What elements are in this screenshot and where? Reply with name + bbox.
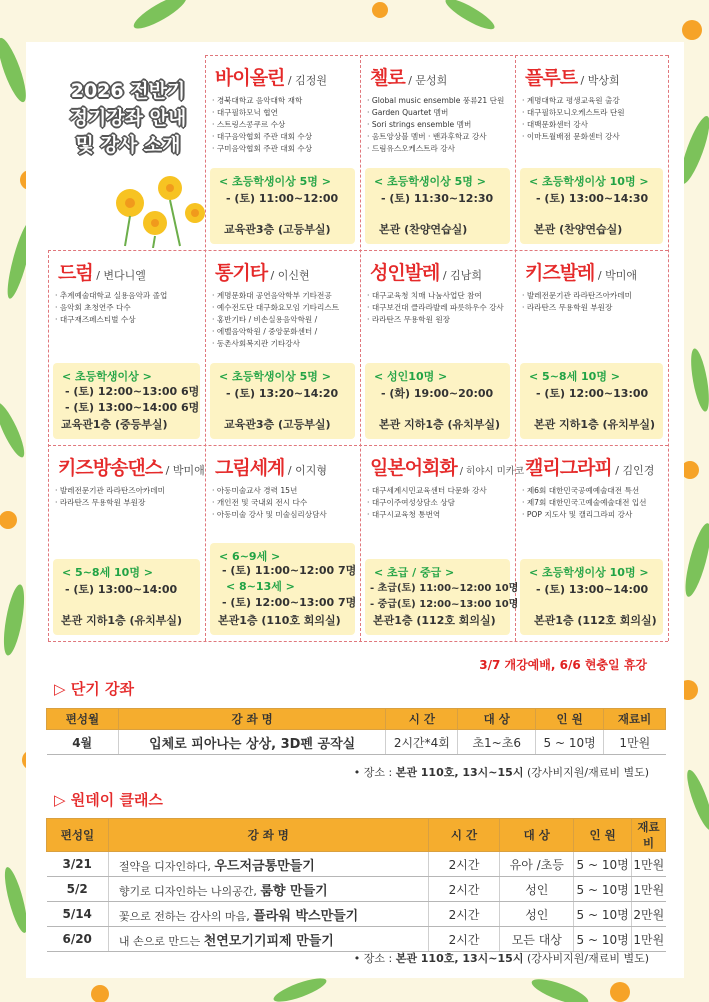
career-item: · 추계예술대학교 실용음악과 졸업 <box>55 290 199 302</box>
career-item: · 이마트월배점 문화센터 강사 <box>522 131 662 143</box>
place-rest: (강사비지원/재료비 별도) <box>523 952 649 965</box>
course-title-cell <box>108 902 428 927</box>
count-cell: 5 ~ 10명 <box>536 730 604 755</box>
career-item: · 예수전도단 대구화요모임 기타리스트 <box>212 302 354 314</box>
month-cell: 4월 <box>47 730 119 755</box>
course-name: 캘리그라피 <box>525 457 612 479</box>
schedule-box <box>365 168 510 244</box>
career-list <box>367 290 509 326</box>
career-item: · 음악회 초청연주 다수 <box>55 302 199 314</box>
career-item: · 대구세계시민교육센터 다문화 강사 <box>367 485 509 497</box>
teacher-name: 김인경 <box>622 464 655 477</box>
career-item: · 홍반기타 / 비손실용음악학원 / <box>212 314 354 326</box>
col-header: 편성일 <box>47 819 109 852</box>
place-bold: 본관 110호, 13시~15시 <box>395 766 524 779</box>
teacher-name: 변다니엘 <box>103 269 146 282</box>
career-item: · 대구재즈페스티벌 수상 <box>55 314 199 326</box>
schedule-box <box>520 168 663 244</box>
place-info <box>354 950 649 966</box>
table-row <box>47 852 666 877</box>
room-label: 본관1층 (110호 회의실) <box>218 614 341 627</box>
place-bold: 본관 110호, 13시~15시 <box>395 952 524 965</box>
count-cell: 5 ~ 10명 <box>574 852 632 877</box>
date-cell: 6/20 <box>47 927 109 952</box>
course-name: 성인발레 <box>370 262 440 284</box>
room-label: 본관 지하1층 (유치부실) <box>534 418 656 431</box>
target-label: < 초급 / 중급 > <box>374 566 455 579</box>
career-list <box>55 290 199 326</box>
career-item: · 대구시교육청 통번역 <box>367 509 509 521</box>
schedule-box <box>210 543 355 635</box>
career-item: · 라라탄즈 무용학원 원장 <box>367 314 509 326</box>
col-header: 편성월 <box>47 709 119 730</box>
target-label: < 초등학생이상 5명 > <box>219 370 331 383</box>
career-item: · Global music ensemble 풍류21 단원 <box>367 95 509 107</box>
career-item: · 동촌사회복지관 기타강사 <box>212 338 354 350</box>
table-header-row <box>47 709 666 730</box>
fee-cell: 1만원 <box>632 927 666 952</box>
course-desc: 꽃으로 전하는 감사의 마음, <box>118 909 254 923</box>
teacher-name: 김남희 <box>450 269 483 282</box>
target-cell: 성인 <box>500 877 574 902</box>
target-label: < 6~9세 > <box>219 550 281 563</box>
course-card-flute: 플루트 / 박상희 · 계명대학교 평생교육원 출강 · 대구필하모니오케스트라 단원 · 대백문화센터 강사 · 이마트월배점 문화센터 강사 < 초등학생이상 10명 > - (토) 13:00~14:30 본관 (찬양연습실) <box>515 55 668 250</box>
career-list <box>522 95 662 143</box>
room-label: 본관 (찬양연습실) <box>379 223 468 236</box>
career-item: · 발레전문기관 라라탄즈아카데미 <box>522 290 662 302</box>
career-list <box>522 290 662 314</box>
career-item: · 아동미술교사 경력 15년 <box>212 485 354 497</box>
time-slot: - 초급(토) 11:00~12:00 10명 <box>370 583 519 594</box>
career-item: · 계명대학교 평생교육원 출강 <box>522 95 662 107</box>
course-name: 첼로 <box>370 67 405 89</box>
course-name: 일본어회화 <box>370 457 457 479</box>
course-card-calligraphy: 캘리그라피 / 김인경 · 제6회 대한민국공예예술대전 특선 · 제7회 대한민국고예술예술대전 입선 · POP 지도사 및 캘리그라피 강사 < 초등학생이상 10명 > - (토) 13:00~14:00 본관1층 (112호 회의실) <box>515 445 668 641</box>
time-slot: - (토) 13:00~14:00 <box>536 583 649 596</box>
time-slot: - (화) 19:00~20:00 <box>381 387 494 400</box>
course-card-drum: 드럼 / 변다니엘 · 추계예술대학교 실용음악과 졸업 · 음악회 초청연주 다수 · 대구재즈페스티벌 수상 < 초등학생이상 > - (토) 12:00~13:00 6명 - (토) 13:00~14:00 6명 교육관1층 (중등부실) <box>48 250 205 445</box>
teacher-name: 이신현 <box>277 269 310 282</box>
career-item: · 대구필하모닉 협연 <box>212 107 354 119</box>
course-card-cello: 첼로 / 문성희 · Global music ensemble 풍류21 단원 · Garden Quartet 멤버 · Sori strings ensemble 멤버 · 옴트앙상블 멤버 · 밴과후학교 강사 · 드림유스오케스트라 강사 < 초등학생이상 5명 > - (토) 11:30~12:30 본관 (찬양연습실) <box>360 55 515 250</box>
target-label: < 성인10명 > <box>374 370 448 383</box>
room-label: 교육관3층 (고등부실) <box>224 418 331 431</box>
career-item: · 에벨음악학원 / 중앙문화센터 / <box>212 326 354 338</box>
course-name: 그림세계 <box>215 457 285 479</box>
course-card-art: 그림세계 / 이지형 · 아동미술교사 경력 15년 · 개인전 및 국내외 전시 다수 · 아동미술 강사 및 미술심리상담사 < 6~9세 > - (토) 11:00~12:00 7명 < 8~13세 > - (토) 12:00~13:00 7명 본관1층 (110호 회의실) <box>205 445 360 641</box>
count-cell: 5 ~ 10명 <box>574 927 632 952</box>
career-item: · 대구교육청 치매 나눔사업단 참여 <box>367 290 509 302</box>
course-name: 바이올린 <box>215 67 285 89</box>
count-cell: 5 ~ 10명 <box>574 902 632 927</box>
course-title-cell <box>108 852 428 877</box>
schedule-box <box>210 168 355 244</box>
course-card-japanese: 일본어회화 / 히야시 미카코 · 대구세계시민교육센터 다문화 강사 · 대구이주여성상담소 상담 · 대구시교육청 통번역 < 초급 / 중급 > - 초급(토) 11:00~12:00 10명 - 중급(토) 12:00~13:00 10명 본관1층 (112호 회의실) <box>360 445 515 641</box>
table-row <box>47 927 666 952</box>
date-cell: 3/21 <box>47 852 109 877</box>
room-label: 본관1층 (112호 회의실) <box>534 614 657 627</box>
career-list <box>212 485 354 521</box>
room-label: 본관 지하1층 (유치부실) <box>61 614 183 627</box>
col-header: 강 좌 명 <box>118 709 386 730</box>
course-desc: 향기로 디자인하는 나의공간, <box>118 884 261 898</box>
course-name: 키즈방송댄스 <box>58 457 163 479</box>
fee-cell: 1만원 <box>604 730 666 755</box>
time-slot: - (토) 11:30~12:30 <box>381 192 494 205</box>
col-header: 재료비 <box>632 819 666 852</box>
career-item: · 대구보건대 클라라발레 파릇하우수 강사 <box>367 302 509 314</box>
col-header: 시 간 <box>386 709 458 730</box>
course-name: 통기타 <box>215 262 268 284</box>
grid-divider <box>668 55 669 641</box>
grid-divider <box>48 641 668 642</box>
course-card-violin: 바이올린 / 김정원 · 경북대학교 음악대학 재학 · 대구필하모닉 협연 · 스트링스콩쿠르 수상 · 대구음악협회 주관 대회 수상 · 구미음악협회 주관 대회 수상 < 초등학생이상 5명 > - (토) 11:00~12:00 교육관3층 (고등부실) <box>205 55 360 250</box>
time-slot: - (토) 11:00~12:00 7명 <box>222 564 357 577</box>
career-item: · 개인전 및 국내외 전시 다수 <box>212 497 354 509</box>
teacher-name: 김정원 <box>295 74 328 87</box>
career-item: · 스트링스콩쿠르 수상 <box>212 119 354 131</box>
title-line: 2026 전반기 <box>70 80 186 102</box>
course-title: 룸향 만들기 <box>260 883 328 899</box>
career-item: · 옴트앙상블 멤버 · 밴과후학교 강사 <box>367 131 509 143</box>
place-info <box>354 764 649 780</box>
time-slot: - (토) 13:00~14:30 <box>536 192 649 205</box>
career-item: · 라라탄즈 무용학원 부원장 <box>55 497 199 509</box>
career-item: · Garden Quartet 멤버 <box>367 107 509 119</box>
course-card-kids-ballet: 키즈발레 / 박미애 · 발레전문기관 라라탄즈아카데미 · 라라탄즈 무용학원 부원장 < 5~8세 10명 > - (토) 12:00~13:00 본관 지하1층 (유치부실) <box>515 250 668 445</box>
col-header: 인 원 <box>574 819 632 852</box>
room-label: 본관1층 (112호 회의실) <box>373 614 496 627</box>
course-card-adult-ballet: 성인발레 / 김남희 · 대구교육청 치매 나눔사업단 참여 · 대구보건대 클라라발레 파릇하우수 강사 · 라라탄즈 무용학원 원장 < 성인10명 > - (화) 19:00~20:00 본관 지하1층 (유치부실) <box>360 250 515 445</box>
target-label: < 초등학생이상 10명 > <box>529 566 649 579</box>
time-slot: - (토) 13:00~14:00 <box>65 583 178 596</box>
time-cell: 2시간 <box>428 852 500 877</box>
course-desc: 내 손으로 만드는 <box>118 934 204 948</box>
schedule-box <box>53 559 200 635</box>
count-cell: 5 ~ 10명 <box>574 877 632 902</box>
time-slot: - (토) 12:00~13:00 <box>536 387 649 400</box>
course-name: 키즈발레 <box>525 262 595 284</box>
career-item: · 대구필하모니오케스트라 단원 <box>522 107 662 119</box>
table-row <box>47 877 666 902</box>
teacher-name: 박미애 <box>172 464 205 477</box>
place-rest: (강사비지원/재료비 별도) <box>523 766 649 779</box>
time-cell: 2시간 <box>428 877 500 902</box>
career-item: · 드림유스오케스트라 강사 <box>367 143 509 155</box>
target-cell: 초1~초6 <box>458 730 536 755</box>
career-list <box>212 290 354 350</box>
time-cell: 2시간*4회 <box>386 730 458 755</box>
teacher-name: 문성희 <box>415 74 448 87</box>
target-label: < 초등학생이상 5명 > <box>219 175 331 188</box>
course-title: 플라워 박스만들기 <box>253 908 359 924</box>
career-list <box>367 485 509 521</box>
course-title: 우드저금통만들기 <box>214 858 315 874</box>
col-header: 대 상 <box>458 709 536 730</box>
fee-cell: 2만원 <box>632 902 666 927</box>
teacher-name: 히야시 미카코 <box>466 466 525 477</box>
title-line: 정기강좌 안내 <box>69 107 187 129</box>
col-header: 인 원 <box>536 709 604 730</box>
short-course-heading: ▷ 단기 강좌 <box>54 680 134 698</box>
course-title: 천연모기기피제 만들기 <box>203 933 334 949</box>
fee-cell: 1만원 <box>632 877 666 902</box>
title-line: 및 강사 소개 <box>75 134 181 156</box>
page-title <box>53 78 203 159</box>
room-label: 본관 (찬양연습실) <box>534 223 623 236</box>
date-cell: 5/2 <box>47 877 109 902</box>
career-item: · 아동미술 강사 및 미술심리상담사 <box>212 509 354 521</box>
col-header: 재료비 <box>604 709 666 730</box>
col-header: 시 간 <box>428 819 500 852</box>
career-item: · 경북대학교 음악대학 재학 <box>212 95 354 107</box>
career-item: · 계명문화대 공연음악학부 기타전공 <box>212 290 354 302</box>
room-label: 본관 지하1층 (유치부실) <box>379 418 501 431</box>
place-label: • 장소 : <box>353 766 396 779</box>
course-name: 플루트 <box>525 67 578 89</box>
fee-cell: 1만원 <box>632 852 666 877</box>
target-label: < 초등학생이상 10명 > <box>529 175 649 188</box>
time-slot: - (토) 11:00~12:00 <box>226 192 339 205</box>
place-label: • 장소 : <box>353 952 396 965</box>
time-slot: - (토) 12:00~13:00 7명 <box>222 596 357 609</box>
career-item: · 대백문화센터 강사 <box>522 119 662 131</box>
short-course-table <box>46 708 666 755</box>
schedule-note: 3/7 개강예배, 6/6 현충일 휴강 <box>479 658 647 672</box>
teacher-name: 박상희 <box>587 74 620 87</box>
course-title-cell <box>108 877 428 902</box>
course-title-cell <box>108 927 428 952</box>
career-list <box>522 485 662 521</box>
course-title-cell: 입체로 피아나는 상상, 3D펜 공작실 <box>118 730 386 755</box>
career-item: · 라라탄즈 무용학원 부원장 <box>522 302 662 314</box>
schedule-box <box>520 559 663 635</box>
col-header: 강 좌 명 <box>108 819 428 852</box>
career-list <box>55 485 199 509</box>
schedule-box <box>365 363 510 439</box>
table-row <box>47 730 666 755</box>
schedule-box <box>520 363 663 439</box>
course-desc: 절약을 디자인하다, <box>118 859 215 873</box>
time-cell: 2시간 <box>428 927 500 952</box>
room-label: 교육관3층 (고등부실) <box>224 223 331 236</box>
target-cell: 유아 /초등 <box>500 852 574 877</box>
career-list <box>212 95 354 155</box>
time-cell: 2시간 <box>428 902 500 927</box>
schedule-box <box>365 559 519 635</box>
table-header-row <box>47 819 666 852</box>
career-item: · Sori strings ensemble 멤버 <box>367 119 509 131</box>
target-label-2: < 8~13세 > <box>226 580 295 593</box>
career-item: · POP 지도사 및 캘리그라피 강사 <box>522 509 662 521</box>
schedule-box <box>53 363 200 439</box>
target-label: < 초등학생이상 > <box>62 370 152 383</box>
target-label: < 초등학생이상 5명 > <box>374 175 486 188</box>
oneday-class-table <box>46 818 666 952</box>
career-item: · 구미음악협회 주관 대회 수상 <box>212 143 354 155</box>
oneday-class-heading: ▷ 원데이 클래스 <box>54 791 163 809</box>
time-slot: - (토) 13:20~14:20 <box>226 387 339 400</box>
table-row <box>47 902 666 927</box>
target-cell: 성인 <box>500 902 574 927</box>
target-cell: 모든 대상 <box>500 927 574 952</box>
course-card-guitar: 통기타 / 이신현 · 계명문화대 공연음악학부 기타전공 · 예수전도단 대구화요모임 기타리스트 · 홍반기타 / 비손실용음악학원 / · 에벨음악학원 / 중앙문화센터 / · 동촌사회복지관 기타강사 < 초등학생이상 5명 > - (토) 13:20~14:20 교육관3층 (고등부실) <box>205 250 360 445</box>
career-item: · 제6회 대한민국공예예술대전 특선 <box>522 485 662 497</box>
time-slot: - 중급(토) 12:00~13:00 10명 <box>370 599 519 610</box>
time-slot: - (토) 13:00~14:00 6명 <box>65 401 200 414</box>
room-label: 교육관1층 (중등부실) <box>61 418 168 431</box>
career-item: · 대구이주여성상담소 상담 <box>367 497 509 509</box>
target-label: < 5~8세 10명 > <box>62 566 154 579</box>
schedule-box <box>210 363 355 439</box>
course-card-kids-dance: 키즈방송댄스 / 박미애 · 발레전문기관 라라탄즈아카데미 · 라라탄즈 무용학원 부원장 < 5~8세 10명 > - (토) 13:00~14:00 본관 지하1층 (유치부실) <box>48 445 205 641</box>
career-item: · 발레전문기관 라라탄즈아카데미 <box>55 485 199 497</box>
career-item: · 제7회 대한민국고예술예술대전 입선 <box>522 497 662 509</box>
col-header: 대 상 <box>500 819 574 852</box>
teacher-name: 이지형 <box>295 464 328 477</box>
target-label: < 5~8세 10명 > <box>529 370 621 383</box>
career-item: · 대구음악협회 주관 대회 수상 <box>212 131 354 143</box>
date-cell: 5/14 <box>47 902 109 927</box>
teacher-name: 박미애 <box>605 269 638 282</box>
time-slot: - (토) 12:00~13:00 6명 <box>65 385 200 398</box>
career-list <box>367 95 509 155</box>
course-name: 드럼 <box>58 262 93 284</box>
